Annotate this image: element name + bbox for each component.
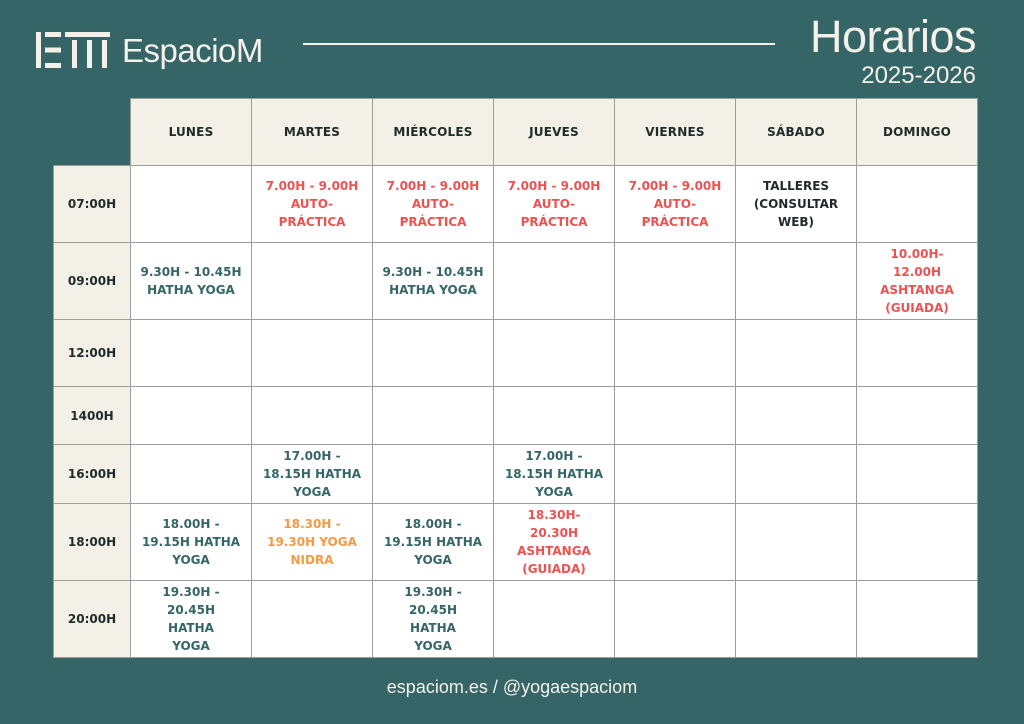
schedule-cell bbox=[131, 581, 252, 658]
table-row bbox=[54, 166, 978, 243]
schedule-cell bbox=[615, 504, 736, 581]
schedule-cell bbox=[615, 243, 736, 320]
schedule-cell bbox=[857, 166, 978, 243]
table-row bbox=[54, 387, 978, 445]
schedule-cell bbox=[131, 166, 252, 243]
table-row bbox=[54, 445, 978, 504]
day-header-domingo: DOMINGO bbox=[857, 99, 978, 166]
schedule-cell bbox=[252, 445, 373, 504]
schedule-cell bbox=[131, 320, 252, 387]
schedule-cell bbox=[615, 320, 736, 387]
schedule-cell bbox=[615, 445, 736, 504]
table-row bbox=[54, 320, 978, 387]
schedule-cell bbox=[373, 445, 494, 504]
schedule-cell bbox=[857, 445, 978, 504]
schedule-cell bbox=[494, 387, 615, 445]
time-label: 16:00H bbox=[54, 445, 131, 504]
day-header-lunes: LUNES bbox=[131, 99, 252, 166]
time-label: 18:00H bbox=[54, 504, 131, 581]
schedule-cell bbox=[131, 504, 252, 581]
time-label: 12:00H bbox=[54, 320, 131, 387]
schedule-cell bbox=[252, 387, 373, 445]
footer-links: espaciom.es / @yogaespaciom bbox=[386, 677, 638, 697]
table-row bbox=[54, 243, 978, 320]
schedule-cell bbox=[373, 387, 494, 445]
schedule-cell bbox=[373, 243, 494, 320]
time-label: 09:00H bbox=[54, 243, 131, 320]
day-header-sabado: SÁBADO bbox=[736, 99, 857, 166]
schedule-cell bbox=[857, 387, 978, 445]
schedule-cell bbox=[373, 504, 494, 581]
schedule-cell bbox=[615, 581, 736, 658]
espaciom-logo-icon bbox=[36, 32, 110, 68]
table-row bbox=[54, 504, 978, 581]
time-label: 20:00H bbox=[54, 581, 131, 658]
class-slot: TALLERES (CONSULTAR WEB) bbox=[753, 179, 839, 229]
day-header-martes: MARTES bbox=[252, 99, 373, 166]
schedule-cell bbox=[373, 581, 494, 658]
time-label: 1400H bbox=[54, 387, 131, 445]
schedule-cell bbox=[494, 166, 615, 243]
class-slot: 19.30H - 20.45H HATHA YOGA bbox=[404, 585, 462, 653]
class-slot: 10.00H- 12.00H ASHTANGA (GUIADA) bbox=[880, 247, 954, 315]
schedule-cell bbox=[615, 166, 736, 243]
schedule-table bbox=[53, 98, 978, 658]
schedule-cell bbox=[736, 166, 857, 243]
class-slot: 17.00H - 18.15H HATHA YOGA bbox=[504, 449, 604, 499]
schedule-cell bbox=[373, 166, 494, 243]
time-label: 07:00H bbox=[54, 166, 131, 243]
schedule-cell bbox=[494, 243, 615, 320]
schedule-cell bbox=[494, 320, 615, 387]
class-slot: 7.00H - 9.00H AUTO-PRÁCTICA bbox=[265, 179, 359, 229]
schedule-cell bbox=[131, 243, 252, 320]
table-corner bbox=[54, 99, 131, 166]
class-slot: 18.00H - 19.15H HATHA YOGA bbox=[141, 517, 241, 567]
schedule-cell bbox=[736, 243, 857, 320]
schedule-cell bbox=[736, 445, 857, 504]
schedule-cell bbox=[615, 387, 736, 445]
day-header-row bbox=[54, 99, 978, 166]
class-slot: 7.00H - 9.00H AUTO-PRÁCTICA bbox=[507, 179, 601, 229]
schedule-cell bbox=[736, 320, 857, 387]
schedule-cell bbox=[736, 581, 857, 658]
schedule-cell bbox=[252, 581, 373, 658]
page-title: Horarios bbox=[809, 11, 976, 62]
class-slot: 7.00H - 9.00H AUTO-PRÁCTICA bbox=[628, 179, 722, 229]
day-header-viernes: VIERNES bbox=[615, 99, 736, 166]
schedule-cell bbox=[252, 504, 373, 581]
schedule-cell bbox=[736, 387, 857, 445]
schedule-cell bbox=[857, 320, 978, 387]
schedule-cell bbox=[252, 243, 373, 320]
brand-name: EspacioM bbox=[122, 31, 263, 69]
class-slot: 19.30H - 20.45H HATHA YOGA bbox=[162, 585, 220, 653]
class-slot: 18.30H - 19.30H YOGA NIDRA bbox=[267, 517, 357, 567]
schedule-cell bbox=[131, 387, 252, 445]
schedule-cell bbox=[252, 166, 373, 243]
schedule-cell bbox=[736, 504, 857, 581]
schedule-cell bbox=[252, 320, 373, 387]
schedule-cell bbox=[857, 581, 978, 658]
brand-logo bbox=[36, 32, 263, 68]
class-slot: 9.30H - 10.45H HATHA YOGA bbox=[382, 265, 484, 297]
page-subtitle: 2025-2026 bbox=[861, 62, 976, 89]
class-slot: 18.30H- 20.30H ASHTANGA (GUIADA) bbox=[517, 508, 591, 576]
class-slot: 9.30H - 10.45H HATHA YOGA bbox=[140, 265, 242, 297]
schedule-cell bbox=[131, 445, 252, 504]
header-divider bbox=[303, 43, 775, 45]
schedule-cell bbox=[857, 504, 978, 581]
schedule-cell bbox=[494, 581, 615, 658]
table-row bbox=[54, 581, 978, 658]
class-slot: 17.00H - 18.15H HATHA YOGA bbox=[262, 449, 362, 499]
schedule-cell bbox=[494, 504, 615, 581]
class-slot: 7.00H - 9.00H AUTO-PRÁCTICA bbox=[386, 179, 480, 229]
day-header-miercoles: MIÉRCOLES bbox=[373, 99, 494, 166]
class-slot: 18.00H - 19.15H HATHA YOGA bbox=[383, 517, 483, 567]
day-header-jueves: JUEVES bbox=[494, 99, 615, 166]
schedule-cell bbox=[373, 320, 494, 387]
schedule-cell bbox=[494, 445, 615, 504]
schedule-cell bbox=[857, 243, 978, 320]
